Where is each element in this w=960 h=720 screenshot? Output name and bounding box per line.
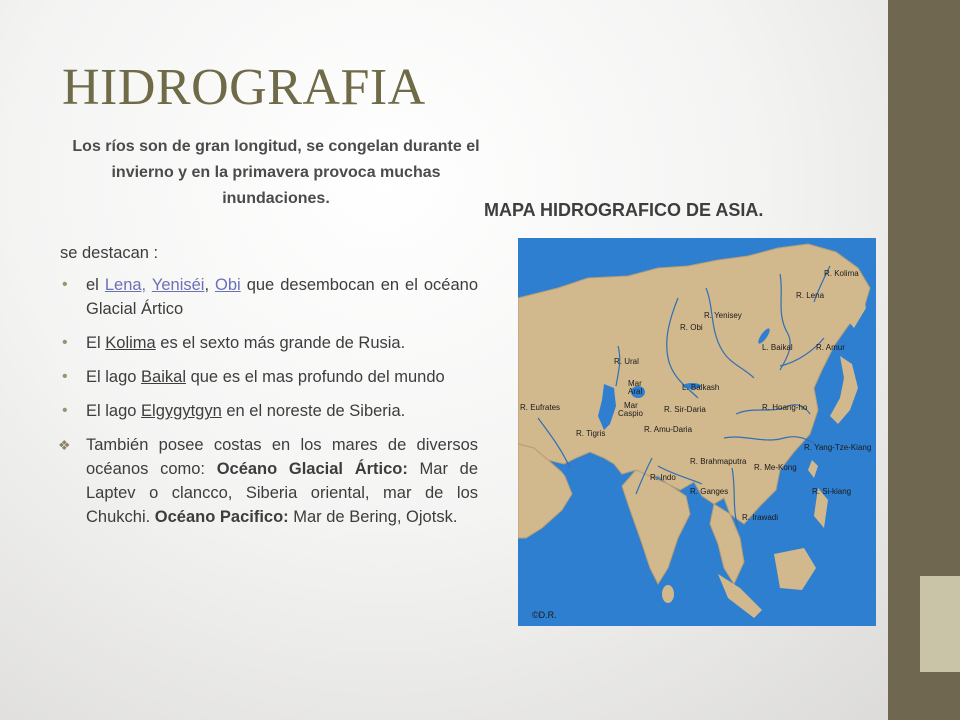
link-lena[interactable]: Lena, <box>104 276 147 294</box>
bullet-dot-icon: • <box>62 368 68 385</box>
label-yenisey: R. Yenisey <box>704 311 742 320</box>
map-copyright: ©D.R. <box>532 610 557 620</box>
term-baikal: Baikal <box>141 368 186 386</box>
label-caspio-1: Mar <box>624 401 638 410</box>
term-kolima: Kolima <box>105 334 156 352</box>
label-mekong: R. Me-Kong <box>754 463 797 472</box>
link-obi[interactable]: Obi <box>215 276 241 294</box>
label-brahmaputra: R. Brahmaputra <box>690 457 747 466</box>
label-lena: R. Lena <box>796 291 825 300</box>
label-tigris: R. Tigris <box>576 429 606 438</box>
label-hoang-ho: R. Hoang-ho <box>762 403 808 412</box>
bullet-kolima <box>58 331 478 355</box>
label-ganges: R. Ganges <box>690 487 729 496</box>
label-baikal: L. Baikal <box>762 343 793 352</box>
bullet-text: es el sexto más grande de Rusia. <box>155 334 406 352</box>
bullet-list <box>58 273 478 529</box>
label-obi: R. Obi <box>680 323 703 332</box>
label-kolima: R. Kolima <box>824 269 859 278</box>
bullet-baikal <box>58 365 478 389</box>
intro-text: se destacan : <box>60 244 159 262</box>
label-ural: R. Ural <box>614 357 639 366</box>
diamond-bullet-icon: ❖ <box>58 437 71 453</box>
bullet-text: Mar de Bering, Ojotsk. <box>288 508 458 526</box>
bullet-text: el <box>86 276 105 294</box>
slide-subtitle: Los ríos son de gran longitud, se congelan durante el invierno y en la primavera provoca muchas inundaciones. <box>72 138 480 207</box>
term-elgygytgyn: Elgygytgyn <box>141 402 222 420</box>
bullet-text: que es el mas profundo del mundo <box>186 368 445 386</box>
asia-hydrographic-map <box>518 238 876 626</box>
label-indo: R. Indo <box>650 473 676 482</box>
label-si-kiang: R. Si-kiang <box>812 487 852 496</box>
bold-arctic-ocean: Océano Glacial Ártico: <box>216 460 408 478</box>
separator: , <box>204 276 216 294</box>
label-irawadi: R. Irawadi <box>742 513 779 522</box>
bullet-dot-icon: • <box>62 402 68 419</box>
bullet-dot-icon: • <box>62 334 68 351</box>
bullet-coasts <box>58 433 478 529</box>
bullet-text: El <box>86 334 106 352</box>
label-sir-daria: R. Sir-Daria <box>664 405 706 414</box>
content-body <box>58 244 478 539</box>
slide-title: HIDROGRAFIA <box>62 59 426 116</box>
decorative-side-accent <box>920 576 960 672</box>
label-aral-2: Aral <box>628 387 643 396</box>
bullet-text: que desembocan en el océano Glacial Ártico <box>86 276 478 318</box>
link-yenisei[interactable]: Yeniséi <box>151 276 205 294</box>
bullet-text: en el noreste de Siberia. <box>221 402 406 420</box>
label-balkash: L. Balkash <box>682 383 720 392</box>
label-aral-1: Mar <box>628 379 642 388</box>
bold-pacific-ocean: Océano Pacifico: <box>154 508 289 526</box>
label-eufrates: R. Eufrates <box>520 403 561 412</box>
sri-lanka <box>662 585 674 603</box>
bullet-elgygytgyn <box>58 399 478 423</box>
bullet-text: El lago <box>86 402 142 420</box>
label-yang-tze: R. Yang-Tze-Kiang <box>804 443 872 452</box>
bullet-rivers <box>58 273 478 321</box>
bullet-text: Mar de Laptev o clancco, Siberia oriental, mar de los Chukchi. <box>86 460 478 526</box>
label-caspio-2: Caspio <box>618 409 643 418</box>
bullet-text: También posee costas en los mares de diversos océanos como: <box>86 436 478 478</box>
bullet-text: El lago <box>86 368 142 386</box>
label-amur: R. Amur <box>816 343 845 352</box>
bullet-dot-icon: • <box>62 276 68 293</box>
label-amu-daria: R. Amu-Daria <box>644 425 693 434</box>
map-title: MAPA HIDROGRAFICO DE ASIA. <box>484 200 764 220</box>
